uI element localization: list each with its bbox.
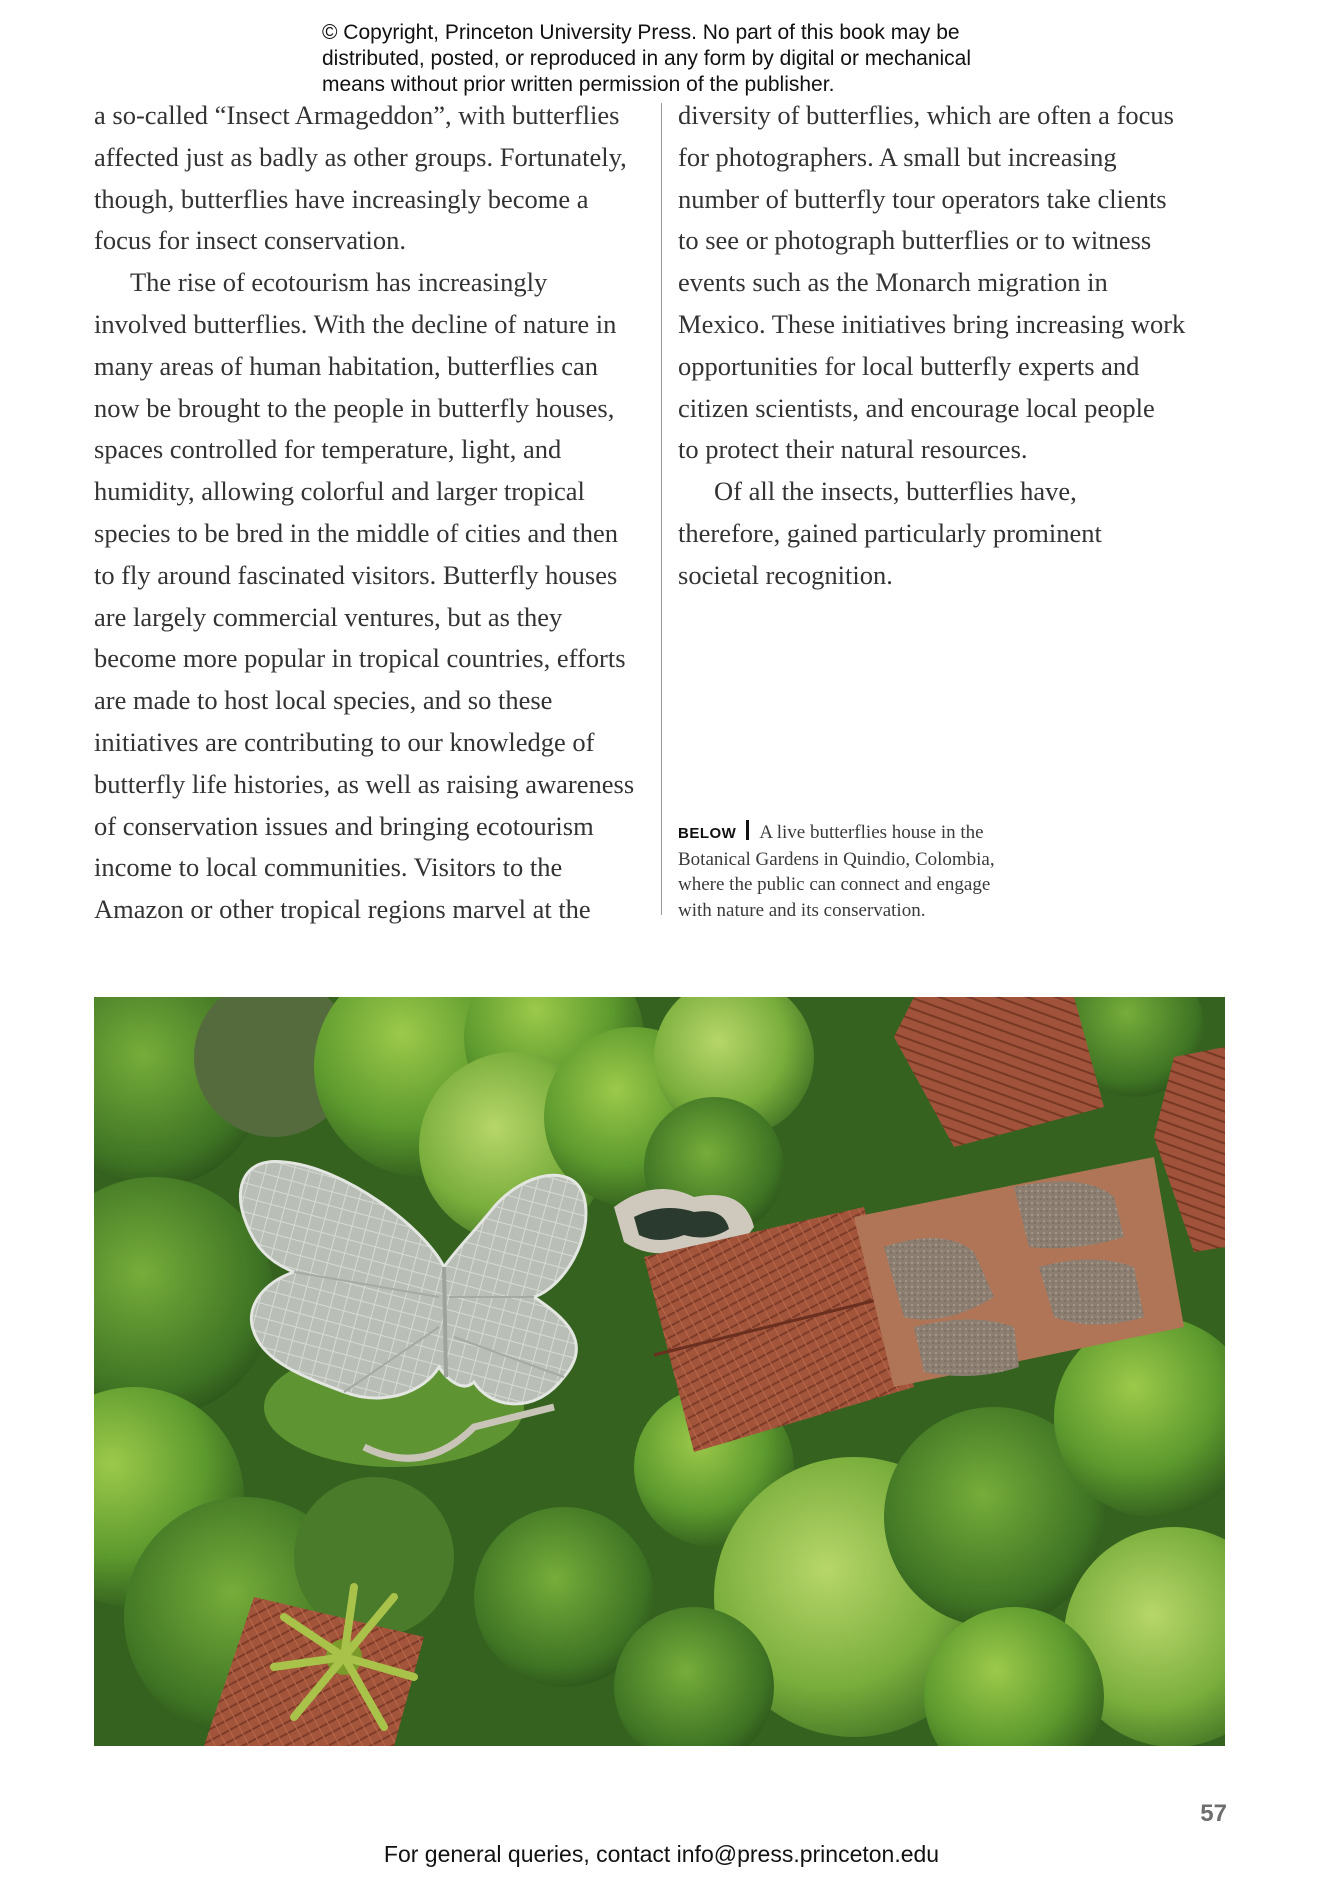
caption-label: BELOW [678,825,737,842]
text-line: therefore, gained particularly prominent [678,517,1102,548]
text-line: involved butterflies. With the decline of nature in [94,308,617,339]
text-line: to see or photograph butterflies or to witness [678,225,1152,256]
copyright-line: means without prior written permission of the publisher. [322,73,835,96]
text-line: citizen scientists, and encourage local people [678,392,1155,423]
text-line: The rise of ecotourism has increasingly [130,267,548,298]
text-line: focus for insect conservation. [94,225,407,256]
copyright-notice [322,20,1042,98]
caption-line: with nature and its conservation. [678,899,926,921]
text-line: become more popular in tropical countries, efforts [94,643,626,674]
caption-separator [746,820,749,840]
page-number: 57 [1200,1800,1227,1827]
text-line: number of butterfly tour operators take clients [678,183,1167,214]
footer-contact: For general queries, contact info@press.princeton.edu [383,1841,940,1867]
text-line: now be brought to the people in butterfly houses, [94,392,615,423]
copyright-line: distributed, posted, or reproduced in any form by digital or mechanical [322,47,972,70]
text-line: many areas of human habitation, butterflies can [94,350,599,381]
photo-caption [678,820,1058,923]
text-line: a so-called “Insect Armageddon”, with butterflies [94,100,620,130]
caption-line: where the public can connect and engage [678,874,991,895]
text-line: of conservation issues and bringing ecotourism [94,810,594,841]
text-line: to protect their natural resources. [678,434,1028,465]
paragraph [678,95,1218,471]
caption-line: Botanical Gardens in Quindio, Colombia, [678,848,995,870]
text-line: opportunities for local butterfly experts and [678,350,1140,381]
text-line: initiatives are contributing to our knowledge of [94,726,595,757]
text-line: butterfly life histories, as well as raising awareness [94,768,635,799]
butterfly-house-aerial-photo [94,997,1225,1746]
caption-line: A live butterflies house in the [759,822,984,843]
text-line: Mexico. These initiatives bring increasing work [678,308,1186,339]
text-line: are made to host local species, and so these [94,685,553,716]
text-line: species to be bred in the middle of cities and then [94,517,618,548]
text-line: affected just as badly as other groups. Fortunately, [94,141,627,172]
text-line: events such as the Monarch migration in [678,267,1108,298]
paragraph [94,262,654,931]
left-text-column [94,95,654,931]
text-line: spaces controlled for temperature, light, and [94,434,562,465]
column-divider [661,103,662,915]
text-line: though, butterflies have increasingly become a [94,183,589,214]
paragraph [94,95,654,262]
text-line: for photographers. A small but increasing [678,141,1117,172]
text-line: Amazon or other tropical regions marvel at the [94,894,591,925]
text-line: to fly around fascinated visitors. Butterfly houses [94,559,618,590]
right-text-column [678,95,1218,597]
text-line: societal recognition. [678,559,893,590]
text-line: are largely commercial ventures, but as they [94,601,563,632]
copyright-line: © Copyright, Princeton University Press. No part of this book may be [322,21,960,44]
paragraph [678,471,1218,596]
text-line: Of all the insects, butterflies have, [714,476,1077,507]
text-line: income to local communities. Visitors to the [94,852,563,883]
text-line: diversity of butterflies, which are often a focus [678,100,1174,130]
text-line: humidity, allowing colorful and larger tropical [94,476,585,507]
